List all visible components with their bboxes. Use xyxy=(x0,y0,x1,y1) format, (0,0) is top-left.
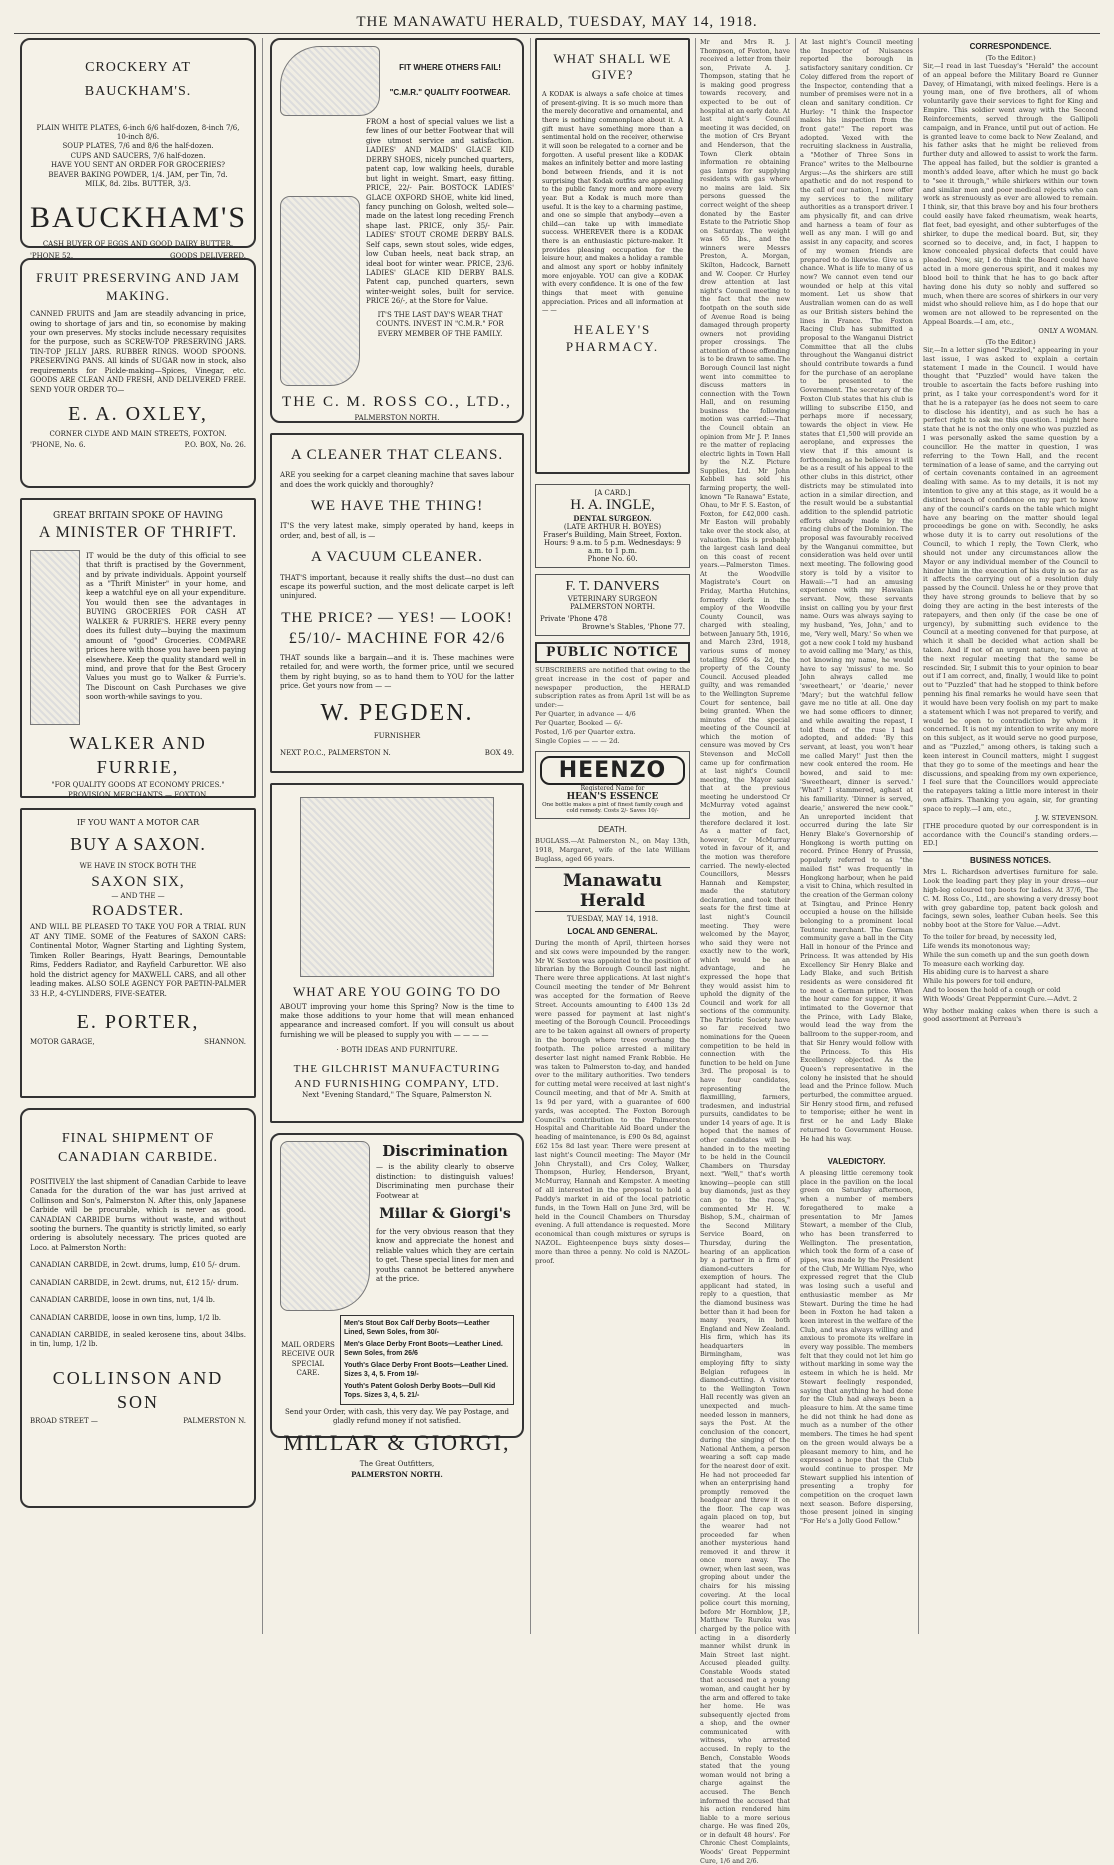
poem-line: While his powers for toil endure, xyxy=(923,977,1033,986)
gilchrist-address: Next "Evening Standard," The Square, Palmerston N. xyxy=(302,1091,492,1100)
crockery-line: PLAIN WHITE PLATES, 6-inch 6/6 half-dozen, 8-inch 7/6, 10-inch 8/6. xyxy=(36,123,240,142)
ad-kodak xyxy=(535,38,690,474)
saxon-title: BUY A SAXON. xyxy=(70,833,206,854)
gilchrist-body: ABOUT improving your home this Spring? Now is the time to make those additions to your home that will mean enhanced appearance and increased comfort. If you will consult us about furnishing we will be pleased to supply you with — — — — xyxy=(280,1002,514,1039)
notice-rate: Single Copies — — — 2d. xyxy=(535,736,620,745)
pegden-address: NEXT P.O.C., PALMERSTON N. xyxy=(280,749,391,758)
cmr-head: FIT WHERE OTHERS FAIL! xyxy=(399,63,501,73)
ad-carbide xyxy=(20,1108,256,1508)
room-illustration xyxy=(300,797,494,977)
porter-town: SHANNON. xyxy=(204,1037,246,1046)
thrift-title-2: A MINISTER OF THRIFT. xyxy=(38,524,238,542)
death-head: DEATH. xyxy=(598,825,627,835)
gilchrist-title: WHAT ARE YOU GOING TO DO xyxy=(292,984,502,999)
herald-date: TUESDAY, MAY 14, 1918. xyxy=(566,914,659,923)
valedictory-head: VALEDICTORY. xyxy=(827,1157,886,1166)
millar-item: Men's Glace Derby Front Boots—Leather Lined. Sewn Soles, from 26/6 xyxy=(344,1340,503,1358)
ingle-hours: Hours: 9 a.m. to 5 p.m. Wednesdays: 9 a.m. to 1 p.m. xyxy=(544,539,681,555)
pegden-box: BOX 49. xyxy=(484,749,514,758)
local-general-head: LOCAL AND GENERAL. xyxy=(567,926,658,936)
millar-co: The Great Outfitters, xyxy=(359,1460,435,1469)
business-body: Mrs L. Richardson advertises furniture for sale. Look the leading part they play in your dress—our high-leg coloured top boots for ladies. At 37/6, The C. M. Ross Co., Ltd., are showing a very dressy boot with grey gabardine top, patent back golosh and facings, sewn soles, leather Cuban heels. See this nobby boot at the Store for Value.—Advt. xyxy=(923,868,1098,930)
oxley-name: E. A. OXLEY, xyxy=(68,403,208,426)
letter-1-sign: ONLY A WOMAN. xyxy=(1038,326,1098,335)
collinson-town: PALMERSTON N. xyxy=(183,1416,246,1425)
cmr-body: FROM a host of special values we list a few lines of our better Footwear that will give utmost service and satisfaction. LADIES' AND MAIDS' GLACE KID DERBY SHOES, nicely punched quarters, patent cap, low walking heels, durable but light in weight. Smart, easy fitting. PRICE, 22/- Pair. BOSTOCK LADIES' GLACE OXFORD SHOE, white kid lined, fancy punching on Golosh, welted sole—made on the latest long receding French shape last. PRICE, only 35/- Pair. LADIES' STOUT CROME DERBY BALS. Self caps, sewn stout soles, wide edges, low Cuban heels, neat back strap, an ideal boot for winter wear. PRICE, 23/6. LADIES' GLACE KID DERBY BALS. Patent cap, punched quarters, sewn winter-weight soles, built for service. PRICE 26/-, at the Store for Value. xyxy=(366,118,514,306)
danvers-name: F. T. DANVERS xyxy=(565,579,660,594)
bauckham-delivered: GOODS DELIVERED. xyxy=(170,251,246,260)
column-6 xyxy=(923,38,1098,1634)
column-5-news: At last night's Council meeting the Inspector of Nuisances reported the borough in satisfactory sanitary condition. Cr Coley differed from the report of the Inspector, contending that a number of premises were not in a clean and sanitary condition. Cr Hurley: "I think the Inspector makes his inspection from the front gate!" The report was adopted. Vexed with the recruiting slackness in Australia, a "Mother of Three Sons in France" writes to the Melbourne Argus:—As the shirkers are still apathetic and do not respond to the call of our nation, I now offer my services to the military authorities as a transport driver. I am physically fit, and can drive and harness a team of four as well as any man. I will go and assist in any capacity, and scores of my women friends are prepared to do likewise. Give us a chance. What is life to many of us now? We cannot even tend our wounded or help at this vital moment. Let us show that Australian women can do as well as our British sisters behind the lines in France. The Foxton Racing Club has submitted a proposal to the Wanganui District Committee that all the clubs throughout the Wanganui district should contribute towards a fund for the purchase of an aeroplane to be presented to the Government. The secretary of the Foxton Club states that his club is willing to subscribe £150, and perhaps more if necessary, towards the object in view. He states that £1,500 will provide an aeroplane, and expresses the view that if this amount is forthcoming, as he believes it will be as a result of his appeal to the other clubs in this district, other districts may be stimulated into action in a similar direction, and the result would be a substantial addition to the splendid patriotic efforts already made by the racing clubs of the Dominion. The proposal was favourably received by the Wanganui committee, but consideration was held over until next meeting. The following good story is told by a visitor to Hawaii:—"I had an amusing experience with my Hawaiian servant. Now, these servants insist on calling you by your first name. Ours was always saying to my husband, 'Yes, John,' and to me, 'Very well, Mary.' So when we got a new cook I told my husband to avoid calling me 'Mary,' as this, not knowing my name, he would have to say 'missus' to me. So John always called me 'sweetheart,' or 'dearie,' never 'Mary'; but the watchful fellow gave me no title at all. One day we had some officers to dinner, and while awaiting the repast, I told them of the ruse I had adopted, and added: 'By this servant, at least, you won't hear me called Mary!' Just then the new cook entered the room. He bowed, and said to me: 'Sweetheart, dinner is served.' 'What?' I stammered, aghast at his familiarity. 'Dinner is served, dearie,' answered the new cook." An unreported incident that occurred during the late Sir Henry Blake's Governorship of Hongkong is worth putting on record. Prince Henry of Prussia, popularly referred to as "the mailed fist" was frequently in Hongkong harbour, when he paid a visit to China, which resulted in the creation of the German colony at Tsingtau, and Prince Henry occupied a house on the hillside belonging to a prominent local Teutonic merchant. The German community gave a ball in the City Hall in honour of the Prince and Princess. It was attended by His Excellency Sir Henry Blake and Lady Blake, and such British residents as were considered fit to meet a German prince. When the hour came for supper, it was intimated to the Governor that the Prince, with Lady Blake, would lead the way from the ballroom to the supper-room, and that Sir Henry would follow with the Princess. To this His Excellency objected. As the Queen's representative in the colony he insisted that he should lead and the Prince follow. Much perturbed, the committee argued. Sir Henry stood firm, and refused to temporise; either he went in first or he and Lady Blake returned to Government House. He had his way. xyxy=(800,38,913,1143)
fruit-body: CANNED FRUITS and Jam are steadily advancing in price, owing to shortage of jars and tin, so economise by making your own preserves. My stocks include necessary requisites for the purpose, such as SCREW-TOP PRESERVING JARS. TIN-TOP JELLY JARS. RUBBER RINGS. WOOD SPOONS. PRESERVING PANS. All kinds of SUGAR now in stock, also requirements for Pickle-making—Spices, Vinegar, etc. GOODS ARE CLEAN AND FRESH, AND DELIVERED FREE. SEND YOUR ORDER TO— xyxy=(30,310,246,394)
cmr-last: IT'S THE LAST DAY'S WEAR THAT COUNTS. INVEST IN "C.M.R." FOR EVERY MEMBER OF THE FAMILY. xyxy=(376,310,504,338)
millar-send: Send your Order, with cash, this very day. We pay Postage, and gladly refund money if not satisfied. xyxy=(285,1407,509,1425)
carbide-title-2: CANADIAN CARBIDE. xyxy=(57,1149,219,1165)
cleaner-p3: THAT'S important, because it really shifts the dust—no dust can escape its powerful suction, and the most delicate carpet is left uninjured. xyxy=(280,573,514,601)
cmr-title: "C.M.R." QUALITY FOOTWEAR. xyxy=(389,88,511,97)
crockery-title: CROCKERY AT BAUCKHAM'S. xyxy=(84,60,192,99)
column-5 xyxy=(800,38,913,1634)
business-end: Why bother making cakes when there is such a good assortment at Perreau's xyxy=(923,1006,1098,1024)
ad-millar-giorgi xyxy=(270,1133,524,1479)
letter-2-sign: J. W. STEVENSON. xyxy=(1035,813,1098,822)
notice-body: SUBSCRIBERS are notified that owing to the great increase in the cost of paper and newspaper production, the HERALD subscription rates as from April 1st will be as under:— xyxy=(535,666,690,710)
poem-line: With Woods' Great Peppermint Cure.—Advt. 2 xyxy=(923,994,1078,1003)
millar-name: Millar & Giorgi's xyxy=(379,1206,511,1222)
editor-note: [THE procedure quoted by our correspondent is in accordance with the Council's standing orders.—ED.] xyxy=(923,821,1098,848)
carbide-price: CANADIAN CARBIDE, in 2cwt. drums, nut, £12 15/- drum. xyxy=(30,1278,239,1287)
saxon-body: AND WILL BE PLEASED TO TAKE YOU FOR A TRIAL RUN AT ANY TIME. SOME of the Features of SAXON CARS: Continental Motor, Wagner Starting and Lighting System, Timken Roller Bearings, Hyatt Bearings, Demountable Rims, Fedders Radiator, and Rayfield Carburettor. WE also hold the district agency for MAXWELL CARS, and all other leading makes. ALSO SOLE AGENCY FOR PAETIN-PALMER 33 H.P., 4-CYLINDERS, FIVE-SEATER. xyxy=(30,923,246,998)
public-notice xyxy=(535,642,690,745)
crockery-line: HAVE YOU SENT AN ORDER FOR GROCERIES? xyxy=(50,161,226,170)
collinson-name: COLLINSON AND SON xyxy=(52,1367,224,1413)
pegden-name: W. PEGDEN. xyxy=(320,700,474,727)
millar-reason: for the very obvious reason that they know and appreciate the honest and reliable values which they are certain to get. These special lines for men and youths cannot be bettered anywhere at the price. xyxy=(376,1227,514,1284)
danvers-phone-1: Private 'Phone 478 xyxy=(540,615,608,623)
cleaner-price: THE PRICE? — YES! — LOOK! xyxy=(281,609,513,626)
walker-furrie-tag: "FOR QUALITY GOODS AT ECONOMY PRICES." xyxy=(51,781,225,790)
crockery-line: CUPS AND SAUCERS, 7/6 half-dozen. xyxy=(70,151,206,160)
column-rule xyxy=(918,38,919,1634)
ad-saxon xyxy=(20,808,256,1098)
thrift-body: IT would be the duty of this official to see that thrift is practised by the Government, and by private individuals. Appoint yourself as a "Thrift Minister" in your home, and keep a watchful eye on all your expenditure. You would then see the advantages in BUYING GROCERIES FOR CASH AT WALKER & FURRIE'S. HERE every penny does its fullest duty—buying the maximum amount of "good" Groceries. COMPARE prices here with those you have been paying elsewhere. Keep the quality standard well in mind, and prove that for the Best Grocery Values you must go to Walker & Furrie's. The Discount on Cash Purchases we give soon worth-while savings to you. xyxy=(86,551,246,702)
millar-disc: Discrimination xyxy=(382,1142,508,1160)
card-label: [A CARD.] xyxy=(594,489,631,497)
poem-line: To measure each working day. xyxy=(923,959,1025,968)
porter-name: E. PORTER, xyxy=(76,1010,200,1033)
thrift-title-1: GREAT BRITAIN SPOKE OF HAVING xyxy=(53,511,223,521)
crockery-line: SOUP PLATES, 7/6 and 8/6 the half-dozen. xyxy=(62,142,214,151)
to-editor: (To the Editor.) xyxy=(985,54,1036,62)
bauckham-name: BAUCKHAM'S xyxy=(30,200,248,234)
heenzo-reg: Registered Name for xyxy=(580,785,645,793)
ad-gilchrist xyxy=(270,783,524,1123)
letter-2: Sir,—In a letter signed "Puzzled," appearing in your last issue, I was asked to explain a certain statement I made in the Council. I would have thought that "Puzzled" would have taken the trouble to ascertain the facts before rushing into print, as I take your correspondent's word for it that he is a ratepayer (as he does not seem to care to disclose his identity), and as such he has a perfect right to ask me this question. I might here state that he is not the only one who was puzzled as I was personally asked the same question by a councillor. He the matter in question, I was referring to the Town Hall, and the recent termination of a lease of same, and the carrying out of certain covenants contained in an agreement dealing with same. As to my details, it is not my intention to give any at this stage, as it would be a distinct breach of confidence on my part to know any of the council's cards on the table which might have any bearing on the matter should legal proceedings be gone on with. Secondly, he asks whose duty it is to carry out resolutions of the Council, to which I reply, the Town Clerk, who should not under any circumstances allow the Mayor or any individual member of the Council to hinder him in the execution of his duty in so far as it affects the carrying out of a resolution duly passed by the Council. Unless he or they prove that they have strong grounds to believe that by so doing they are acting in the best interests of the ratepayers, and then only (if the case be one of urgency), by submitting such evidence to the Council at a meeting convened for that purpose, at which it shall be decided what action shall be taken. And if not of an urgent nature, to move at the next regular meeting that the same be rescinded. Sir, I submit this to your opinion to bear out if I am correct, and, finally, I would like to point out to "Puzzled" that had he stopped to think before penning his final remarks he would have seen that it would have been very foolish on my part to make a statement which I was not prepared to verify, and would be open to contradiction by whom it concerned. It is not my intention to write any more on this subject, as it would serve no good purpose, and as "Puzzled," among others, is taking such a keen interest in Council matters, might I suggest that they go to some of the meetings and hear the discussions, and speaking from my own experience, I feel sure that the Councillors would appreciate the ratepayers taking a little more interest in their own affairs. Thanking you again, sir, for granting space to reply.—I am, etc., xyxy=(923,345,1098,813)
ad-vacuum-cleaner xyxy=(270,433,524,773)
ad-fruit-preserving xyxy=(20,258,256,488)
ad-crockery xyxy=(20,38,256,260)
correspondence-head: CORRESPONDENCE. xyxy=(969,42,1052,51)
healey-name: HEALEY'S PHARMACY. xyxy=(565,321,660,355)
column-4 xyxy=(700,38,790,1865)
notice-rate: Per Quarter, Booked — 6/- xyxy=(535,718,623,727)
column-2 xyxy=(270,38,524,1634)
poem-line: While the sun cometh up and the sun goeth down xyxy=(923,950,1090,959)
ingle-late: (LATE ARTHUR H. BOYES) xyxy=(563,523,662,531)
crockery-line: BEAVER BAKING POWDER, 1/4. JAM, per Tin, 7d. xyxy=(48,170,228,179)
business-head: BUSINESS NOTICES. xyxy=(970,856,1051,866)
notice-rate: Per Quarter, in advance — 4/6 xyxy=(535,710,636,719)
kodak-title: WHAT SHALL WE GIVE? xyxy=(553,51,672,82)
column-4-news: Mr and Mrs R. J. Thompson, of Foxton, have received a letter from their son, Private A. J. Thompson, stating that he is making good progress towards recovery, and expected to be out of hospital at an early date. At last night's Council meeting it was decided, on the motion of Crs Bryant and Henderson, that the Town Clerk obtain information re obtaining gas lamps for supplying residents with gas where no mains are laid. Six persons guessed the correct weight of the sheep donated by the Easter Estate to the Patriotic Shop on Saturday. The weight was 65 lbs., and the winners were Messrs Preston, A. Morgan, Skilton, Hadcock, Barnett and W. Cooper. Cr Hurley drew attention at last night's Council meeting to the fact that the new footpath on the south side of Avenue Road is being damaged through property owners not providing proper crossings. The attention of those offending is to be drawn to same. The Borough Council last night went into committee to discuss matters in connection with the Town Hall, and on resuming business the following motion was carried:—That the Council obtain an opinion from Mr J. P. Innes re the matter of replacing electric lights in Town Hall by the N.Z. Picture Supplies, Ltd. Mr John Kebbell has sold his farming property, the well-known "Te Ranawa" Estate, Ohau, to Mr F. S. Easton, of Foxton, for £42,000 cash. Mr Easton will probably take over the stock also, at valuation. This is probably the largest cash land deal on this coast of recent years.—Palmerston Times. At the Woodville Magistrate's Court on Friday, Martha Hutchins, formerly clerk in the employ of the Woodville County Council, was charged with stealing, between January 5th, 1916, and March 23rd, 1918, various sums of money totalling £956 4s 2d, the property of the County Council. Accused pleaded guilty, and was remanded to the Wellington Supreme Court for sentence, bail being granted. When the minutes of the special meeting of the Council at which the motion of censure was moved by Crs Stevenson and McColl came up for confirmation at last night's Council meeting, the Mayor said that at the previous meeting he understood Cr McMurray voted against the motion, and he therefore declared it lost. As a matter of fact, however, Cr McMurray voted in favour of it, and the motion was therefore carried. The newly-elected Councillors, Messrs Hannah and Kempster, made the statutory declaration, and took their seats for the first time at last night's Council meeting. They were welcomed by the Mayor, who said they were not exactly new to the work, which would be an advantage, and he expressed the hope that they would assist him to uphold the dignity of the Council and work for all sections of the community. The Patriotic Society have so far received two nominations for the Queen competition to be held in connection with the function to be held on June 3rd. The proposal is to have four candidates, representing the flaxmilling, farmers, tradesmen, and industrial pursuits, candidates to be under 14 years of age. It is hoped that the names of other candidates will be handed in to the meeting to be held in the Council Chambers on Thursday next. "Well," that's worth knowing—people can still buy diamonds, just as they can go to the races," commented Mr H. W. Bishop, S.M., chairman of the Second Military Service Board, on Thursday, during the hearing of an application by a partner in a firm of diamond-cutters for exemption of hours. The applicant had stated, in reply to a question, that the diamond business was better than it had been for many years, in both England and New Zealand. His firm, which has its headquarters in Birmingham, was employing fifty to sixty Belgian refugees in diamond-cutting. A visitor to the Wellington Town Hall recently was given an unexpected and much-needed lesson in manners, says the Post. At the conclusion of the concert, during the singing of the National Anthem, a person wearing a soft cap made for the nearest door of exit. He had not proceeded far when an enterprising hand promptly removed the headgear and threw it on the floor. The cap was again placed on top, but the wearer had not proceeded far when another mysterious hand removed it and threw it once more away. The owner, when last seen, was groping about under the chairs for his missing covering. At the local police court this morning, before Mr Hornblow, J.P., Matthew Te Rureku was charged by the police with acting in a disorderly manner whilst drunk in Main Street last night. Accused pleaded guilty. Constable Woods stated that accused met a young woman, and caught her by the arm and offered to take her home. He was subsequently ejected from a shop, and the owner communicated with witness, who arrested accused. In reply to the Bench, Constable Woods stated that the young woman would not bring a charge against the accused. The Bench informed the accused that his action rendered him liable to a more serious charge. He was fined 20s, or in default 48 hours'. For Chronic Chest Complaints, Woods' Great Peppermint Cure, 1/6 and 2/6. xyxy=(700,38,790,1865)
divider xyxy=(535,867,690,868)
bauckham-tag: CASH BUYER OF EGGS AND GOOD DAIRY BUTTER. xyxy=(42,240,234,249)
porter-garage: MOTOR GARAGE, xyxy=(30,1037,95,1046)
carbide-price: CANADIAN CARBIDE, loose in own tins, nut, 1/4 lb. xyxy=(30,1296,215,1305)
saxon-six: SAXON SIX, xyxy=(91,873,185,890)
cleaner-title: A CLEANER THAT CLEANS. xyxy=(290,447,504,463)
boot-illustration xyxy=(280,1141,370,1311)
boot-illustration xyxy=(280,196,360,386)
cleaner-p1: ARE you seeking for a carpet cleaning machine that saves labour and does the work quickly and thoroughly? xyxy=(280,471,514,489)
column-rule xyxy=(795,38,796,1634)
card-danvers xyxy=(535,574,690,636)
kodak-body: A KODAK is always a safe choice at times of present-giving. It is so much more than the merely decorative and ornamental, and there is nothing commonplace about it. A gift must have something more than a sentimental hold on the receiver, otherwise it will soon be relegated to a corner and be forgotten. A useful present like a KODAK makes an infinitely better and more lasting bond between friends, and it is not surprising that Kodak outfits are appealing to the public fancy more and more every year. But a Kodak is much more than useful. It is the key to a charming pastime, and one so simple that anybody—even a child—can take up with immediate success. WHEREVER there is a KODAK there is an enthusiastic picture-maker. It provides pleasing occupation for the leisure hour, and makes a holiday a ramble and almost any sport or hobby infinitely more enjoyable. YOU can give a KODAK with every confidence. It is one of the few things that meet with genuine appreciation. Prices and all information at — — xyxy=(542,90,683,315)
ingle-address: Fraser's Building, Main Street, Foxton. xyxy=(543,531,682,539)
heenzo-name: HEENZO xyxy=(540,756,685,785)
saxon-and: — AND THE — xyxy=(111,891,165,900)
saxon-pre: IF YOU WANT A MOTOR CAR xyxy=(76,818,200,827)
ingle-phone: Phone No. 60. xyxy=(587,555,638,563)
column-1 xyxy=(20,38,256,1634)
carbide-price: CANADIAN CARBIDE, loose in own tins, lump, 1/2 lb. xyxy=(30,1313,222,1322)
ingle-name: H. A. INGLE, xyxy=(570,497,655,513)
carbide-price: CANADIAN CARBIDE, in 2cwt. drums, lump, £10 5/- drum. xyxy=(30,1261,241,1270)
ad-cmr-footwear xyxy=(270,38,524,423)
column-rule xyxy=(695,38,696,1634)
column-rule xyxy=(530,38,531,1634)
cleaner-p4: THAT sounds like a bargain—and it is. These machines were retailed for, and were worth, the former price, until we secured them by right buying, so as to hand them to YOU for the latter price. Get yours now from — — xyxy=(280,653,514,690)
collinson-street: BROAD STREET — xyxy=(30,1416,98,1425)
death-body: BUGLASS.—At Palmerston N., on May 13th, 1918, Margaret, wife of the late William Buglass, aged 66 years. xyxy=(535,837,690,864)
ross-town: PALMERSTON NORTH. xyxy=(354,414,440,423)
herald-title: Manawatu Herald xyxy=(535,871,690,912)
poem-line: His abiding cure is to harvest a share xyxy=(923,968,1049,977)
oxley-phone: 'PHONE, No. 6. xyxy=(30,441,86,450)
saxon-line: WE HAVE IN STOCK BOTH THE xyxy=(79,862,197,871)
carbide-title-1: FINAL SHIPMENT OF xyxy=(61,1131,215,1146)
local-news: During the month of April, thirteen horses and six cows were impounded by the ranger. Mr W. Sexton was appointed to the position of librarian by the Borough Council last night. There were three applications. At last night's Council meeting the tender of Mr Behrent was accepted for the formation of Reeve Street. Accounts amounting to £400 13s 2d were passed for payment at last night's meeting of the Borough Council. Proceedings are to be taken against all owners of property in the borough where trees overhang the footpath. The police arrested a military deserter last night named Frank Robbie. He was taken to Palmerston to-day, and handed over to the military authorities. Two tenders for cutting metal were received at last night's Council meeting, and that of Mr A. Smith at 1s 9d per yard, with a guarantee of 600 yards, was accepted. The Foxton Borough Council's contribution to the Palmerston Hospital and Charitable Aid Board under the heading of maintenance, is £90 0s 8d, against £62 15s 8d last year. There were present at last night's Council meeting: The Mayor (Mr John Chrystall), and Crs Coley, Walker, Thompson, Hurley, Henderson, Bryant, McMurray, Hannah and Kempster. A meeting of all interested in the proposal to hold a Paddy's market in aid of the local patriotic funds, in the Town Hall on June 3rd, will be held in the Council Chambers on Thursday evening. A full attendance is requested. More economical than cough mixtures or syrups is NAZOL. Eighteenpence buys sixty doses—more than three a penny. No cold is NAZOL-proof. xyxy=(535,938,690,1265)
bauckham-phone: 'PHONE 52. xyxy=(30,251,74,260)
gilchrist-name: THE GILCHRIST MANUFACTURING AND FURNISHING COMPANY, LTD. xyxy=(293,1062,501,1090)
ingle-title: DENTAL SURGEON. xyxy=(573,514,652,523)
cleaner-machine: £5/10/- MACHINE FOR 42/6 xyxy=(288,630,506,648)
shoe-illustration xyxy=(280,46,380,116)
danvers-town: PALMERSTON NORTH. xyxy=(570,603,655,611)
cleaner-vac: A VACUUM CLEANER. xyxy=(311,549,483,566)
oxley-address: CORNER CLYDE AND MAIN STREETS, FOXTON. xyxy=(49,430,227,439)
to-editor: (To the Editor.) xyxy=(985,337,1036,346)
masthead-rule xyxy=(14,33,1100,34)
oxley-box: P.O. BOX, No. 26. xyxy=(184,441,246,450)
walker-furrie-trade: PROVISION MERCHANTS — FOXTON. xyxy=(68,790,208,799)
carbide-body: POSITIVELY the last shipment of Canadian Carbide to leave Canada for the duration of the war has just arrived at Collinson and Son's, Palmerston N. After this, only Japanese Carbide will be procurable, which is never as good. CANADIAN CARBIDE burns without waste, and without sooting the burners. The quantity is strictly limited, so early ordering is absolutely necessary. The prices quoted are Loco. at Palmerston North: xyxy=(30,1177,246,1252)
millar-item: Men's Stout Box Calf Derby Boots—Leather Lined, Sewn Soles, from 30/- xyxy=(344,1320,490,1337)
millar-item: Youth's Glace Derby Front Boots—Leather Lined. Sizes 3, 4, 5. From 19/- xyxy=(344,1361,509,1379)
masthead: THE MANAWATU HERALD, TUESDAY, MAY 14, 1918. xyxy=(356,14,758,30)
poem-line: And to loosen the hold of a cough or cold xyxy=(923,985,1061,994)
poem-line: Life wends its monotonous way; xyxy=(923,941,1031,950)
saxon-roadster: ROADSTER. xyxy=(92,903,184,920)
gilchrist-both: · BOTH IDEAS AND FURNITURE. xyxy=(336,1046,458,1055)
millar-town: PALMERSTON NORTH. xyxy=(351,1469,443,1479)
danvers-title: VETERINARY SURGEON xyxy=(567,595,658,603)
walker-furrie-name: WALKER AND FURRIE, xyxy=(69,732,207,778)
danvers-phone-2: Browne's Stables, 'Phone 77. xyxy=(581,623,685,631)
thrift-illustration xyxy=(30,550,80,725)
notice-title: PUBLIC NOTICE xyxy=(535,642,690,663)
column-rule xyxy=(262,38,263,1634)
ad-heenzo xyxy=(535,751,690,819)
column-3 xyxy=(535,38,690,1634)
carbide-price: CANADIAN CARBIDE, in sealed kerosene tins, about 34lbs. in tin, lump, 1/2 lb. xyxy=(30,1331,246,1349)
heenzo-sub: HEAN'S ESSENCE xyxy=(566,792,659,803)
letter-1: Sir,—I read in last Tuesday's "Herald" the account of an appeal before the Military Board re Gunner Davey, of Himatangi, with mixed feelings. Here is a young man, one of five brothers, all of whom voluntarily gave their services to fight for King and Empire. This soldier went away with the Second Reinforcements, served through the Gallipoli campaign, and in France, until put out of action. He is granted leave to come back to New Zealand, and his father asks that he might be relieved from further duty and allowed to assist to work the farm. The appeal has failed, but the soldier is granted a month's added leave, after which he must go back to "see it through," while shirkers within our town and similar men and poor medical rejects who can work as strenuously as ever are allowed to remain. I think, sir, that this brave boy and his four brothers could easily have faked rheumatism, weak hearts, flat feet, bad eyesight, and other subterfuges of the shirker, to dupe the medical board. But, sir, they scorned so to deceive, and, in fact, I happen to know concealed physical defects that could have pleaded. Now, sir, I do think the Board could have acted in a more generous spirit, and it makes my blood boil to think that he has to go back after having done his duty so nobly and suffered so much, when there are scores of shirkers in our very midst who should relieve him, as I do hope that our women are not allowed to be represented on the Appeal Boards.—I am, etc., xyxy=(923,62,1098,327)
ross-name: THE C. M. ROSS CO., LTD., xyxy=(282,394,512,410)
pegden-trade: FURNISHER xyxy=(373,731,421,740)
crockery-line: MILK, 8d. 2lbs. BUTTER, 3/3. xyxy=(85,180,191,189)
divider xyxy=(923,851,1098,852)
cleaner-p2: IT'S the very latest make, simply operated by hand, keeps in order, and, best of all, is — xyxy=(280,522,514,540)
millar-big: MILLAR & GIORGI, xyxy=(283,1430,511,1456)
fruit-title: FRUIT PRESERVING AND JAM MAKING. xyxy=(36,270,240,303)
cleaner-have: WE HAVE THE THING! xyxy=(310,498,484,515)
millar-mail: MAIL ORDERS RECEIVE OUR SPECIAL CARE. xyxy=(281,1341,335,1378)
valedictory-body: A pleasing little ceremony took place in the pavilion on the local green on Saturday afternoon, when a number of members foregathered to make a presentation to Mr James Stewart, a member of the Club, who has been transferred to Wellington. The presentation, which took the form of a case of pipes, was made by the President of the Club, Mr William Nye, who expressed regret that the Club was losing such a useful and enthusiastic member as Mr Stewart. During the time he had been in Foxton he had taken a keen interest in the welfare of the Club, and was always willing and anxious to promote its welfare in every way possible. The members felt that they could not let him go without marking in some way the esteem in which he is held. Mr Stewart feelingly responded, saying that anything he had done for the Club had always been a pleasure to him. At the same time he did not think he had done as much as a number of the other members. The times he had spent on the green would always be a pleasant memory to him, and he expressed a hope that the Club would continue to prosper. Mr Stewart supplied his intention of presenting a trophy for competition on the croquet lawn next season. Before dispersing, those present joined in singing "For He's a Jolly Good Fellow." xyxy=(800,1169,913,1526)
notice-rate: Posted, 1/6 per Quarter extra. xyxy=(535,727,636,736)
poem-line: To the toiler for bread, by necessity led, xyxy=(923,933,1057,942)
millar-item: Youth's Patent Golosh Derby Boots—Dull Kid Tops. Sizes 3, 4, 5. 21/- xyxy=(344,1382,496,1400)
ad-walker-furrie xyxy=(20,498,256,798)
millar-def: — is the ability clearly to observe distinction: to distinguish values! Discriminating men purchase their Footwear at xyxy=(376,1163,514,1200)
card-ingle xyxy=(535,484,690,568)
heenzo-tag: One bottle makes a pint of finest family cough and cold remedy. Costs 2/- Saves 10/- xyxy=(542,802,683,815)
